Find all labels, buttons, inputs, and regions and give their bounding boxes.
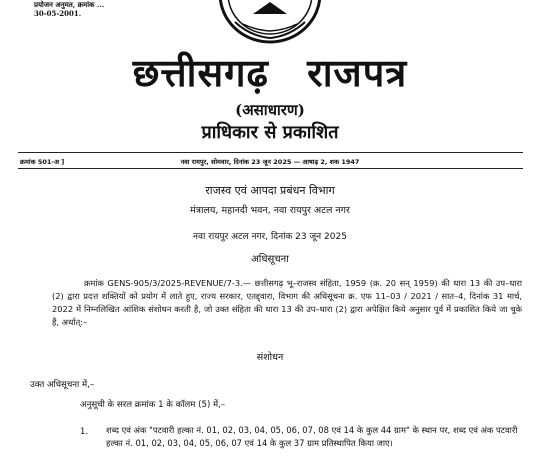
issue-bar-bottom-rule xyxy=(18,168,523,169)
top-note xyxy=(34,0,104,18)
top-note-line-2: 30-05-2001. xyxy=(34,9,82,18)
schedule-reference-line: अनुसूची के सरल क्रमांक 1 के कॉलम (5) में,– xyxy=(80,400,226,410)
department-address: मंत्रालय, महानदी भवन, नवा रायपुर अटल नगर xyxy=(190,205,350,216)
dateline: नवा रायपुर अटल नगर, दिनांक 23 जून 2025 xyxy=(193,232,347,242)
issue-number: क्रमांक 501-अ ] xyxy=(20,158,65,166)
body-paragraph-text: क्रमांक GENS-905/3/2025-REVENUE/7-3.— छत्तीसगढ़ भू–राजस्व संहिता, 1959 (क्र. 20 सन् 1959) की धारा 13 की उप–धारा (2) द्वारा प्रदत्त शक्तियों को प्रयोग में लाते हुए, राज्य सरकार, एतद्द्वारा, विभाग की अधिसूचना क्र. एफ 11–03 / 2021 / सात–4, दिनांक 31 मार्च, 2022 में निम्नलिखित आंशिक संशोधन करती है, जो उक्त संहिता की धारा 13 की उप–धारा (2) द्वारा अपेक्षित किये अनुसार पूर्व में प्रकाशित किये जा चुके हैं, अर्थात्:– xyxy=(52,278,522,327)
amendment-heading: संशोधन xyxy=(256,352,284,363)
notification-heading: अधिसूचना xyxy=(251,254,289,265)
top-note-line-1: प्रयोजन अनुमत, क्रमांक ... xyxy=(34,0,105,9)
gazette-title: छत्तीसगढ़ राजपत्र xyxy=(132,50,408,95)
amendment-item-text: शब्द एवं अंक "पटवारी हल्का नं. 01, 02, 03, 04, 05, 06, 07, 08 एवं 14 के कुल 44 ग्राम" के स्थान पर, शब्द एवं अंक पटवारी हल्का नं. 01, 02, 03, 04, 05, 06, 07 एवं 14 के कुल 37 ग्राम प्रतिस्थापित किया जाए। xyxy=(106,425,518,448)
notification-body-paragraph xyxy=(52,277,522,329)
published-by-authority: प्राधिकार से प्रकाशित xyxy=(201,122,339,143)
department-name: राजस्व एवं आपदा प्रबंधन विभाग xyxy=(205,184,335,197)
state-emblem-icon xyxy=(215,0,325,44)
extraordinary-label: (असाधारण) xyxy=(235,101,305,119)
issue-bar-top-rule xyxy=(18,152,523,153)
notification-reference-line: उक्त अधिसूचना में,– xyxy=(30,380,95,390)
issue-place-date: नवा रायपुर, सोमवार, दिनांक 23 जून 2025 — आषाढ़ 2, शक 1947 xyxy=(180,158,360,166)
amendment-item-number: 1. xyxy=(80,426,88,436)
